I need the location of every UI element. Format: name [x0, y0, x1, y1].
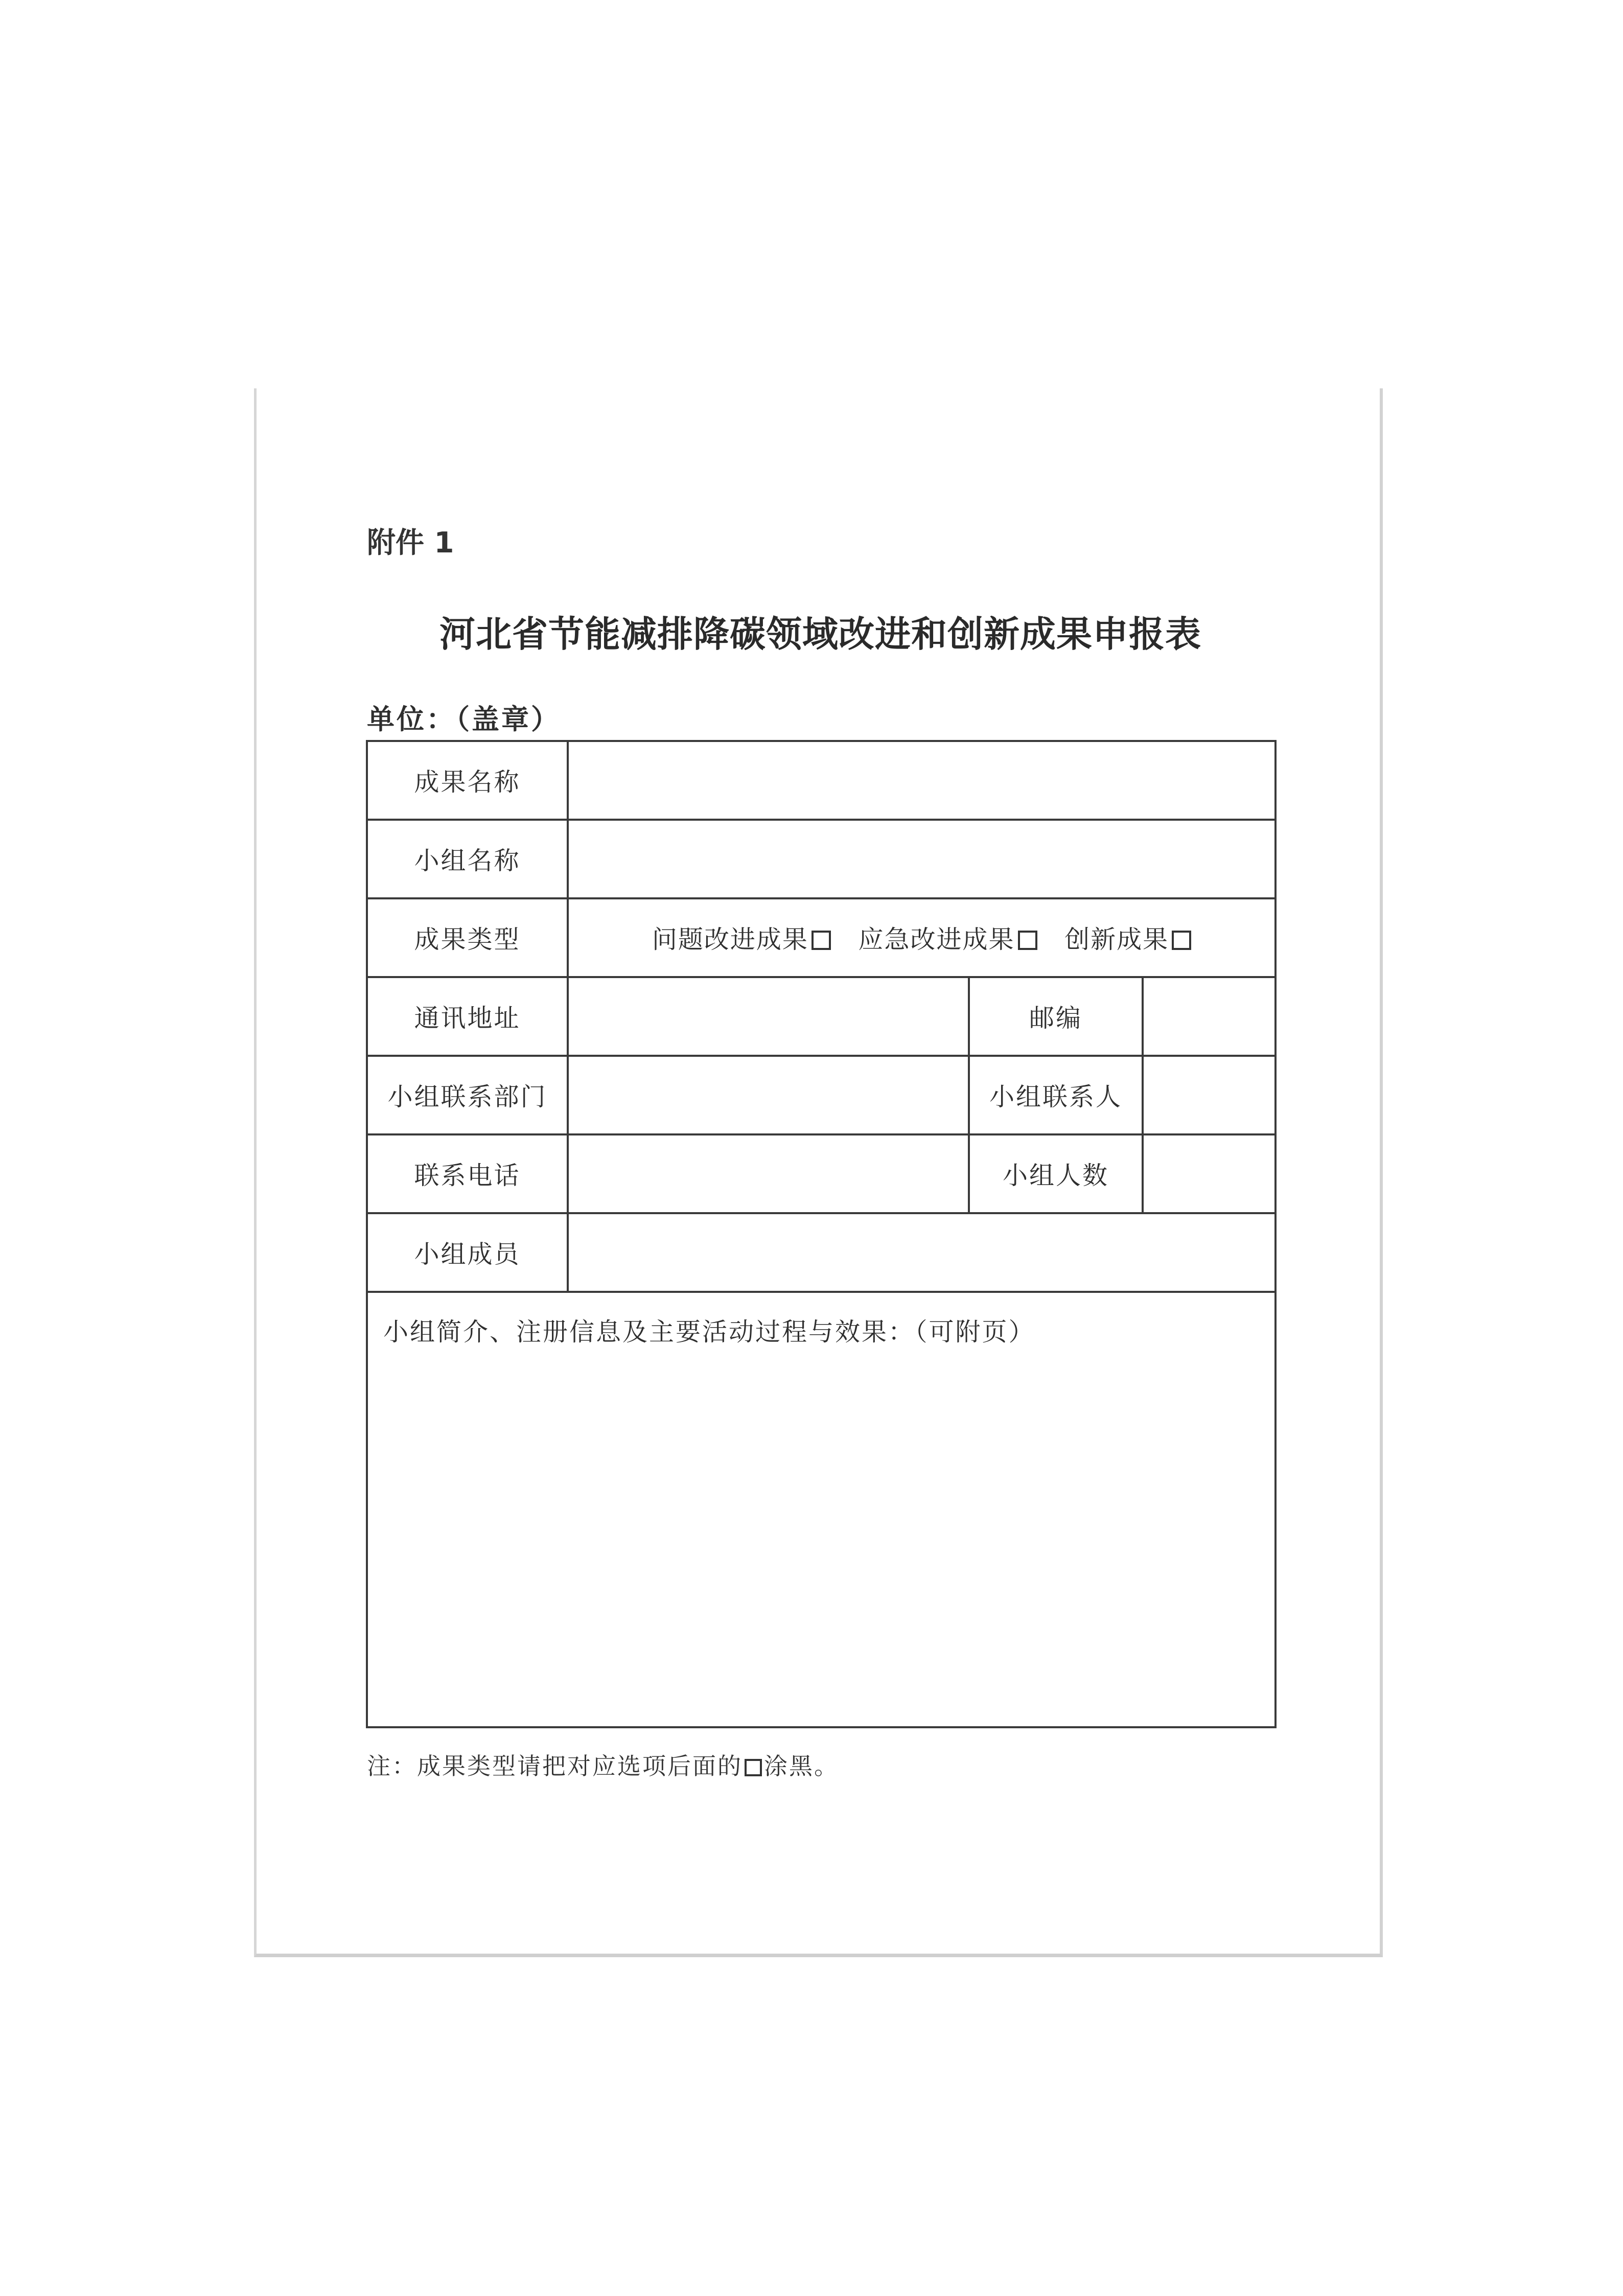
type-option-label: 问题改进成果: [652, 925, 808, 954]
row-achievement-name: [367, 741, 1276, 820]
member-count-label: 小组人数: [969, 1134, 1143, 1213]
phone-field[interactable]: [568, 1134, 969, 1213]
row-contact-dept: [367, 1056, 1276, 1134]
row-group-name: [367, 820, 1276, 898]
members-label: 小组成员: [367, 1213, 568, 1292]
type-option-problem-improvement: [652, 925, 831, 954]
unit-label: 单位：（盖章）: [367, 703, 561, 735]
checkbox[interactable]: [1172, 931, 1191, 950]
note-text-end: 涂黑。: [764, 1752, 839, 1780]
type-option-label: 创新成果: [1064, 925, 1169, 954]
row-members: [367, 1213, 1276, 1292]
postcode-label: 邮编: [969, 977, 1143, 1056]
members-field[interactable]: [568, 1213, 1276, 1292]
group-name-label: 小组名称: [367, 820, 568, 898]
achievement-name-label: 成果名称: [367, 741, 568, 820]
type-option-emergency-improvement: [859, 925, 1037, 954]
form-note: [367, 1748, 839, 1781]
address-field[interactable]: [568, 977, 969, 1056]
note-text: 注：成果类型请把对应选项后面的: [367, 1752, 743, 1780]
row-achievement-type: [367, 898, 1276, 977]
application-form-table: [366, 740, 1277, 1728]
form-title: 河北省节能减排降碳领域改进和创新成果申报表: [439, 613, 1201, 655]
row-intro: [367, 1292, 1276, 1727]
intro-label: 小组简介、注册信息及主要活动过程与效果：（可附页）: [383, 1317, 1035, 1347]
contact-person-label: 小组联系人: [969, 1056, 1143, 1134]
contact-dept-label: 小组联系部门: [367, 1056, 568, 1134]
contact-person-field[interactable]: [1143, 1056, 1276, 1134]
phone-label: 联系电话: [367, 1134, 568, 1213]
achievement-type-options: [568, 898, 1276, 977]
type-option-label: 应急改进成果: [858, 925, 1015, 954]
row-phone: [367, 1134, 1276, 1213]
postcode-field[interactable]: [1143, 977, 1276, 1056]
attachment-label: 附件 1: [367, 526, 454, 560]
checkbox-symbol: [745, 1759, 762, 1776]
type-option-innovation: [1064, 925, 1191, 954]
group-name-field[interactable]: [568, 820, 1276, 898]
row-address: [367, 977, 1276, 1056]
intro-field[interactable]: [367, 1292, 1276, 1727]
address-label: 通讯地址: [367, 977, 568, 1056]
contact-dept-field[interactable]: [568, 1056, 969, 1134]
member-count-field[interactable]: [1143, 1134, 1276, 1213]
checkbox[interactable]: [812, 931, 831, 950]
checkbox[interactable]: [1018, 931, 1037, 950]
achievement-type-label: 成果类型: [367, 898, 568, 977]
achievement-name-field[interactable]: [568, 741, 1276, 820]
